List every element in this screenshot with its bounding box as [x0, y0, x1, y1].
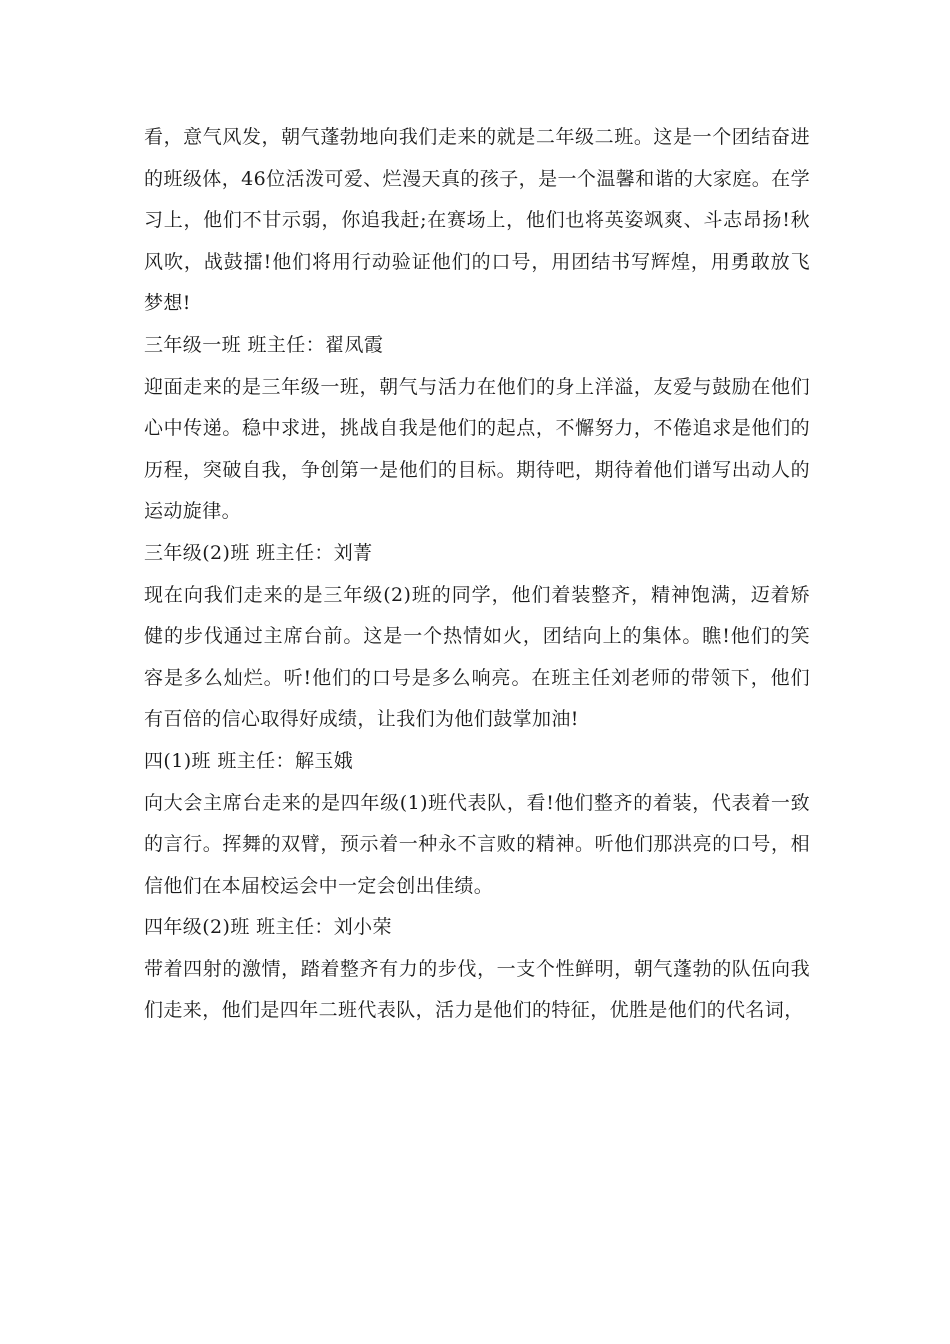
- heading-grade4-class2: 四年级(2)班 班主任：刘小荣: [144, 916, 392, 939]
- paragraph-grade4-class1: 向大会主席台走来的是四年级(1)班代表队，看!他们整齐的着装，代表着一致的言行。挥舞的双臂，预示着一种永不言败的精神。听他们那洪亮的口号，相信他们在本届校运会中一定会创出佳绩。: [144, 791, 810, 897]
- paragraph-grade3-class2: 现在向我们走来的是三年级(2)班的同学，他们着装整齐，精神饱满，迈着矫健的步伐通过主席台前。这是一个热情如火，团结向上的集体。瞧!他们的笑容是多么灿烂。听!他们的口号是多么响亮。在班主任刘老师的带领下，他们有百倍的信心取得好成绩，让我们为他们鼓掌加油!: [144, 583, 810, 731]
- heading-grade3-class1: 三年级一班 班主任：翟凤霞: [144, 333, 384, 356]
- paragraph-grade3-class1: 迎面走来的是三年级一班，朝气与活力在他们的身上洋溢，友爱与鼓励在他们心中传递。稳中求进，挑战自我是他们的起点，不懈努力，不倦追求是他们的历程，突破自我，争创第一是他们的目标。期待吧，期待着他们谱写出动人的运动旋律。: [144, 375, 810, 523]
- heading-grade4-class1: 四(1)班 班主任：解玉娥: [144, 749, 354, 772]
- document-body: [144, 117, 810, 1032]
- paragraph-grade2-class2: 看，意气风发，朝气蓬勃地向我们走来的就是二年级二班。这是一个团结奋进的班级体，46位活泼可爱、烂漫天真的孩子，是一个温馨和谐的大家庭。在学习上，他们不甘示弱，你追我赶;在赛场上，他们也将英姿飒爽、斗志昂扬!秋风吹，战鼓擂!他们将用行动验证他们的口号，用团结书写辉煌，用勇敢放飞梦想!: [144, 126, 810, 315]
- paragraph-grade4-class2: 带着四射的激情，踏着整齐有力的步伐，一支个性鲜明，朝气蓬勃的队伍向我们走来，他们是四年二班代表队，活力是他们的特征，优胜是他们的代名词，: [144, 957, 810, 1022]
- heading-grade3-class2: 三年级(2)班 班主任：刘菁: [144, 541, 373, 564]
